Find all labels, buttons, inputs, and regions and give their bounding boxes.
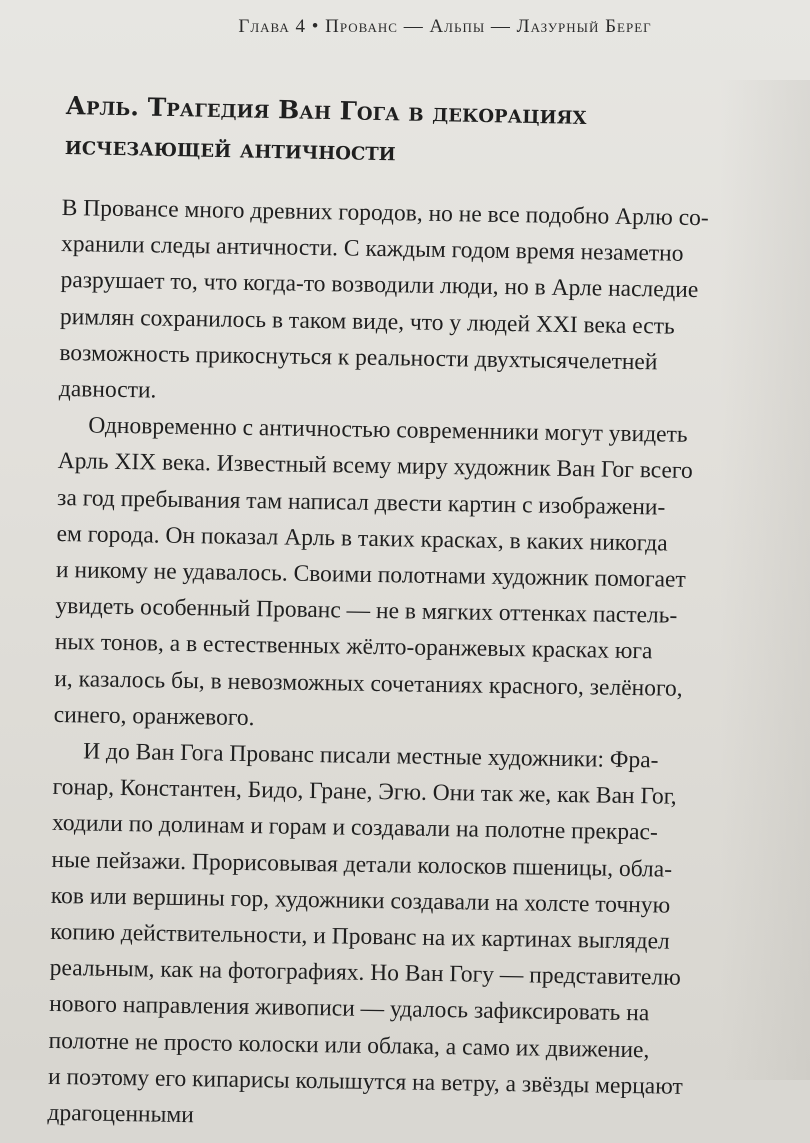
text-line: В Провансе много древних городов, но не все подобно Арлю со- <box>61 194 709 232</box>
text-line: разрушает то, что когда-то возводили люди, но в Арле наследие <box>60 267 699 304</box>
text-line: и никому не удавалось. Своими полотнами художник помогает <box>55 556 686 593</box>
text-line: полотне не просто колоски или облака, а само их движение, <box>48 1027 650 1064</box>
text-line: нового направления живописи — удалось зафиксировать на <box>49 991 650 1027</box>
text-line: ные пейзажи. Прорисовывая детали колосков пшеницы, обла- <box>51 846 673 883</box>
text-line: и, казалось бы, в невозможных сочетаниях красного, зелёного, <box>54 665 683 702</box>
text-line: драгоценными <box>47 1099 195 1129</box>
text-line: гонар, Константен, Бидо, Гране, Эгю. Они так же, как Ван Гог, <box>52 774 677 810</box>
text-line: давности. <box>58 375 157 404</box>
section-title <box>64 86 755 179</box>
body-text <box>47 190 792 1143</box>
text-line: возможность прикоснуться к реальности двухтысячелетней <box>59 339 658 376</box>
text-line: Арль XIX века. Известный всему миру художник Ван Гог всего <box>57 448 693 485</box>
text-line: копию действительности, и Прованс на их картинах выглядел <box>50 918 670 955</box>
text-line: увидеть особенный Прованс — не в мягких оттенках пастель- <box>55 593 678 629</box>
text-line: реальным, как на фотографиях. Но Ван Гогу — представителю <box>49 955 681 992</box>
text-line: ходили по долинам и горам и создавали на полотне прекрас- <box>51 810 658 846</box>
section-title-line-2: исчезающей античности <box>64 130 396 167</box>
text-line: хранили следы античности. С каждым годом время незаметно <box>60 231 684 267</box>
text-line: синего, оранжевого. <box>53 701 255 731</box>
text-line: и поэтому его кипарисы колышутся на ветру, а звёзды мерцают <box>47 1063 683 1100</box>
text-line: ем города. Он показал Арль в таких красках, в каких никогда <box>56 520 668 557</box>
text-line: ков или вершины гор, художники создавали на холсте точную <box>50 882 671 919</box>
text-line: за год пребывания там написал двести картин с изображени- <box>56 484 666 521</box>
text-line: И до Ван Гога Прованс писали местные художники: Фра- <box>82 738 659 774</box>
section-title-line-1: Арль. Трагедия Ван Гога в декорациях <box>65 90 587 130</box>
running-header: Глава 4 • Прованс — Альпы — Лазурный Берег <box>238 16 652 37</box>
text-line: Одновременно с античностью современники могут увидеть <box>88 412 688 449</box>
text-line: римлян сохранилось в таком виде, что у людей XXI века есть <box>59 303 675 340</box>
text-line: ных тонов, а в естественных жёлто-оранжевых красках юга <box>54 629 653 665</box>
